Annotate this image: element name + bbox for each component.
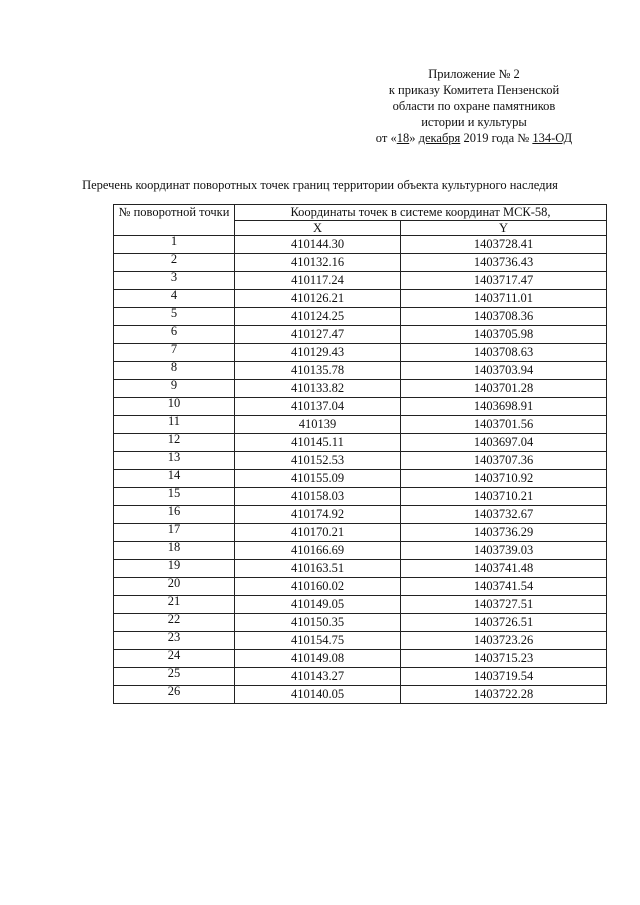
x-coordinate-cell: 410152.53 <box>235 452 401 470</box>
table-row <box>114 650 607 668</box>
point-number-cell: 11 <box>114 416 235 434</box>
x-coordinate-cell: 410140.05 <box>235 686 401 704</box>
table-row <box>114 596 607 614</box>
point-number-cell: 3 <box>114 272 235 290</box>
y-coordinate-cell: 1403723.26 <box>401 632 607 650</box>
point-number-cell: 8 <box>114 362 235 380</box>
x-coordinate-cell: 410143.27 <box>235 668 401 686</box>
point-number-cell: 26 <box>114 686 235 704</box>
y-coordinate-cell: 1403736.43 <box>401 254 607 272</box>
order-number: 134-ОД <box>532 131 573 145</box>
table-row <box>114 344 607 362</box>
table-row <box>114 632 607 650</box>
point-number-cell: 21 <box>114 596 235 614</box>
table-row <box>114 686 607 704</box>
point-number-cell: 4 <box>114 290 235 308</box>
table-row <box>114 416 607 434</box>
y-coordinate-cell: 1403741.54 <box>401 578 607 596</box>
date-month: декабря <box>418 131 461 145</box>
x-coordinate-cell: 410145.11 <box>235 434 401 452</box>
y-coordinate-cell: 1403727.51 <box>401 596 607 614</box>
y-coordinate-cell: 1403707.36 <box>401 452 607 470</box>
x-coordinate-cell: 410124.25 <box>235 308 401 326</box>
y-coordinate-cell: 1403719.54 <box>401 668 607 686</box>
y-coordinate-cell: 1403701.56 <box>401 416 607 434</box>
x-coordinate-cell: 410127.47 <box>235 326 401 344</box>
point-number-cell: 7 <box>114 344 235 362</box>
point-number-cell: 12 <box>114 434 235 452</box>
point-number-cell: 13 <box>114 452 235 470</box>
y-coordinate-cell: 1403717.47 <box>401 272 607 290</box>
y-coordinate-cell: 1403722.28 <box>401 686 607 704</box>
y-coordinate-cell: 1403728.41 <box>401 236 607 254</box>
point-number-cell: 5 <box>114 308 235 326</box>
date-day: 18 <box>396 131 410 145</box>
table-row <box>114 398 607 416</box>
table-row <box>114 362 607 380</box>
point-number-cell: 20 <box>114 578 235 596</box>
x-header: X <box>235 220 401 236</box>
order-date-line <box>344 130 604 146</box>
x-coordinate-cell: 410149.05 <box>235 596 401 614</box>
x-coordinate-cell: 410135.78 <box>235 362 401 380</box>
y-header: Y <box>401 220 607 236</box>
y-coordinate-cell: 1403732.67 <box>401 506 607 524</box>
y-coordinate-cell: 1403741.48 <box>401 560 607 578</box>
table-row <box>114 380 607 398</box>
table-row <box>114 578 607 596</box>
document-title: Перечень координат поворотных точек границ территории объекта культурного наследия <box>82 178 558 192</box>
x-coordinate-cell: 410133.82 <box>235 380 401 398</box>
point-number-header: № поворотной точки <box>114 205 235 236</box>
y-coordinate-cell: 1403739.03 <box>401 542 607 560</box>
point-number-cell: 19 <box>114 560 235 578</box>
table-row <box>114 488 607 506</box>
point-number-cell: 2 <box>114 254 235 272</box>
y-coordinate-cell: 1403705.98 <box>401 326 607 344</box>
point-number-cell: 6 <box>114 326 235 344</box>
date-prefix: от « <box>375 131 397 145</box>
x-coordinate-cell: 410149.08 <box>235 650 401 668</box>
appendix-number: Приложение № 2 <box>428 67 520 81</box>
x-coordinate-cell: 410160.02 <box>235 578 401 596</box>
y-coordinate-cell: 1403711.01 <box>401 290 607 308</box>
point-number-cell: 9 <box>114 380 235 398</box>
coordinates-table <box>113 204 607 704</box>
point-number-cell: 17 <box>114 524 235 542</box>
x-coordinate-cell: 410155.09 <box>235 470 401 488</box>
y-coordinate-cell: 1403736.29 <box>401 524 607 542</box>
x-coordinate-cell: 410137.04 <box>235 398 401 416</box>
committee-name: области по охране памятников <box>392 99 556 113</box>
x-coordinate-cell: 410132.16 <box>235 254 401 272</box>
x-coordinate-cell: 410154.75 <box>235 632 401 650</box>
x-coordinate-cell: 410139 <box>235 416 401 434</box>
point-number-cell: 23 <box>114 632 235 650</box>
y-coordinate-cell: 1403703.94 <box>401 362 607 380</box>
point-number-cell: 15 <box>114 488 235 506</box>
x-coordinate-cell: 410117.24 <box>235 272 401 290</box>
table-row <box>114 254 607 272</box>
point-number-cell: 25 <box>114 668 235 686</box>
x-coordinate-cell: 410126.21 <box>235 290 401 308</box>
table-row <box>114 236 607 254</box>
table-row <box>114 290 607 308</box>
table-row <box>114 272 607 290</box>
y-coordinate-cell: 1403726.51 <box>401 614 607 632</box>
point-number-cell: 18 <box>114 542 235 560</box>
table-row <box>114 668 607 686</box>
x-coordinate-cell: 410170.21 <box>235 524 401 542</box>
table-row <box>114 452 607 470</box>
y-coordinate-cell: 1403697.04 <box>401 434 607 452</box>
table-row <box>114 434 607 452</box>
table-row <box>114 506 607 524</box>
y-coordinate-cell: 1403710.92 <box>401 470 607 488</box>
table-row <box>114 524 607 542</box>
point-number-cell: 10 <box>114 398 235 416</box>
point-number-cell: 24 <box>114 650 235 668</box>
committee-name-cont: истории и культуры <box>421 115 527 129</box>
table-row <box>114 470 607 488</box>
point-number-cell: 16 <box>114 506 235 524</box>
y-coordinate-cell: 1403701.28 <box>401 380 607 398</box>
y-coordinate-cell: 1403710.21 <box>401 488 607 506</box>
table-row <box>114 542 607 560</box>
y-coordinate-cell: 1403715.23 <box>401 650 607 668</box>
table-row <box>114 614 607 632</box>
coordinates-header: Координаты точек в системе координат МСК-58, <box>235 205 607 221</box>
x-coordinate-cell: 410150.35 <box>235 614 401 632</box>
point-number-cell: 22 <box>114 614 235 632</box>
date-mid: » <box>409 131 419 145</box>
appendix-header <box>344 66 604 146</box>
point-number-cell: 14 <box>114 470 235 488</box>
table-row <box>114 308 607 326</box>
order-reference: к приказу Комитета Пензенской <box>388 83 560 97</box>
x-coordinate-cell: 410129.43 <box>235 344 401 362</box>
coordinates-rows <box>114 236 607 704</box>
x-coordinate-cell: 410174.92 <box>235 506 401 524</box>
y-coordinate-cell: 1403708.36 <box>401 308 607 326</box>
date-year: 2019 года № <box>460 131 533 145</box>
x-coordinate-cell: 410163.51 <box>235 560 401 578</box>
x-coordinate-cell: 410166.69 <box>235 542 401 560</box>
y-coordinate-cell: 1403698.91 <box>401 398 607 416</box>
point-number-cell: 1 <box>114 236 235 254</box>
y-coordinate-cell: 1403708.63 <box>401 344 607 362</box>
x-coordinate-cell: 410144.30 <box>235 236 401 254</box>
table-row <box>114 560 607 578</box>
table-row <box>114 326 607 344</box>
x-coordinate-cell: 410158.03 <box>235 488 401 506</box>
